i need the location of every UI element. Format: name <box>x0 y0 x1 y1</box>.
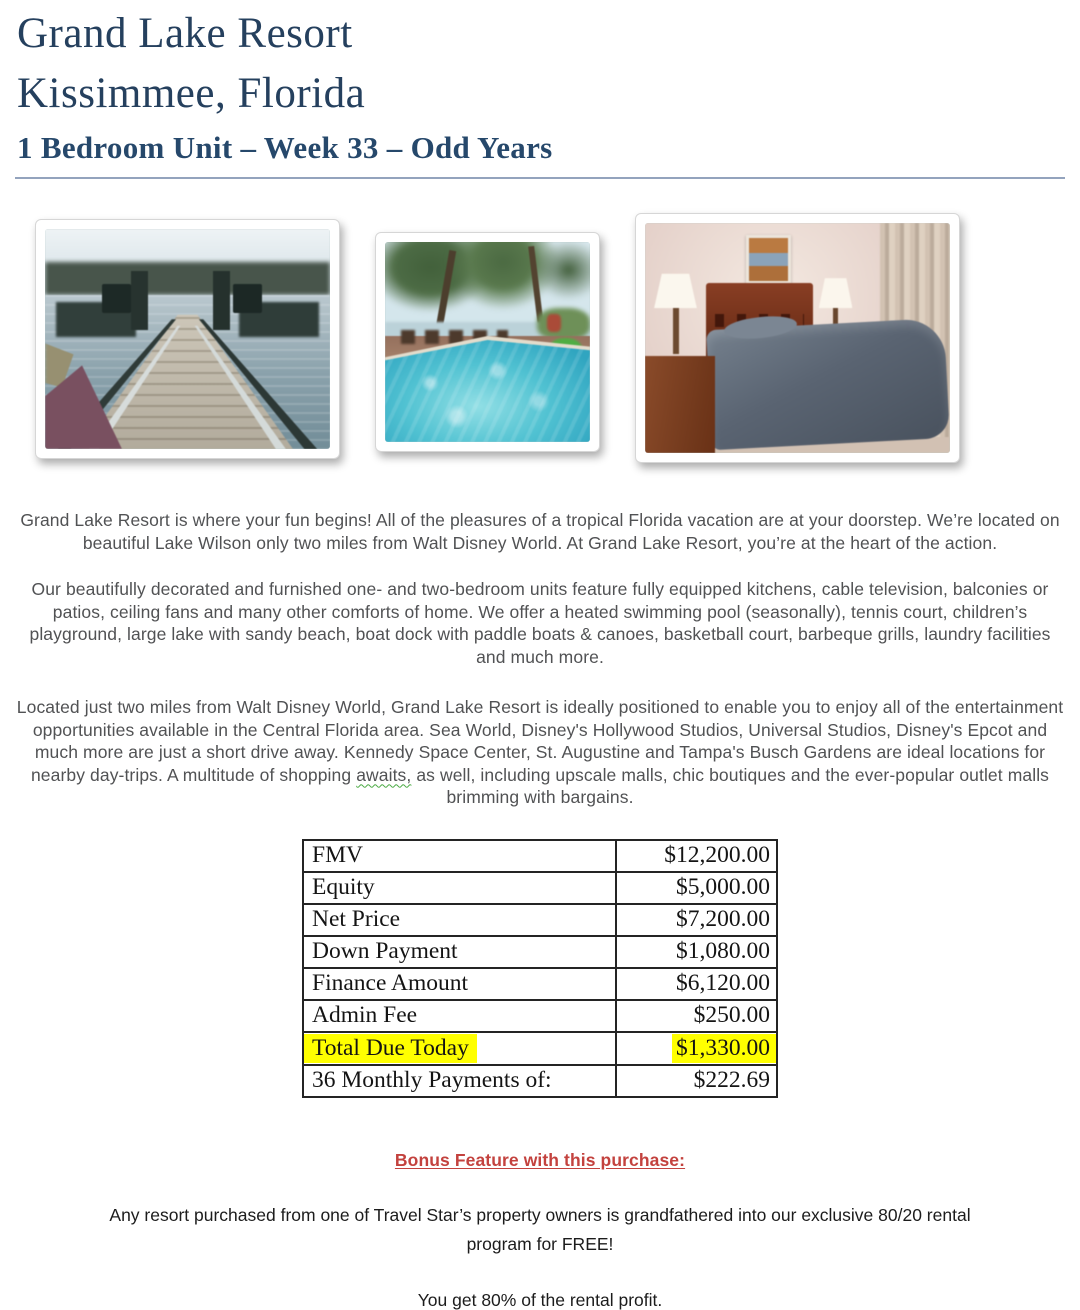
bonus-heading-text: Bonus Feature with this purchase: <box>394 1149 686 1170</box>
row-value: $222.69 <box>693 1067 770 1093</box>
spellcheck-squiggle-word: awaits, <box>356 764 412 785</box>
row-value: $6,120.00 <box>676 970 770 996</box>
row-value: $7,200.00 <box>676 906 770 932</box>
row-label: FMV <box>312 842 363 868</box>
bonus-body-line1: Any resort purchased from one of Travel Star’s property owners is grandfathered into our exclusive 80/20 rental <box>109 1204 971 1225</box>
pool-photo-image <box>385 242 590 442</box>
header <box>0 0 1080 171</box>
bonus-body-line2: program for FREE! <box>466 1233 614 1254</box>
row-value-highlighted: $1,330.00 <box>672 1034 776 1063</box>
bedroom-photo <box>635 213 960 463</box>
resort-name: Grand Lake Resort <box>17 10 353 57</box>
table-row-fmv <box>303 840 777 872</box>
unit-details: 1 Bedroom Unit – Week 33 – Odd Years <box>17 130 553 165</box>
intro-paragraph: Grand Lake Resort is where your fun begins! All of the pleasures of a tropical Florida vacation are at your doorstep. We’re located on beautiful Lake Wilson only two miles from Walt Disney World. At Grand Lake Resort, you’re at the heart of the action. <box>20 510 1060 553</box>
table-row-net-price <box>303 904 777 936</box>
bonus-heading <box>0 1150 1080 1171</box>
row-value: $5,000.00 <box>676 874 770 900</box>
bedroom-photo-image <box>645 223 950 453</box>
amenities-paragraph: Our beautifully decorated and furnished one- and two-bedroom units feature fully equipped kitchens, cable television, balconies or patios, ceiling fans and many other comforts of home. We offer a heated swimming pool (seasonally), tennis court, children’s playground, large lake with sandy beach, boat dock with paddle boats & canoes, basketball court, barbeque grills, laundry facilities and much more. <box>29 579 1051 667</box>
location-paragraph <box>14 696 1066 809</box>
row-label: Admin Fee <box>312 1002 418 1028</box>
photo-row <box>35 213 1080 463</box>
lake-dock-photo-image <box>45 229 330 449</box>
pool-photo <box>375 232 600 452</box>
title-divider <box>15 177 1065 179</box>
row-value: $250.00 <box>693 1002 770 1028</box>
row-label: Down Payment <box>312 938 458 964</box>
row-value: $1,080.00 <box>676 938 770 964</box>
location-paragraph-text-end: as well, including upscale malls, chic boutiques and the ever-popular outlet malls brimming with bargains. <box>411 764 1050 807</box>
rental-profit-note: You get 80% of the rental profit. <box>417 1289 663 1310</box>
table-row-admin-fee <box>303 1000 777 1032</box>
table-row-total-due-today <box>303 1032 777 1065</box>
row-value: $12,200.00 <box>664 842 770 868</box>
location-paragraph-text: Located just two miles from Walt Disney World, Grand Lake Resort is ideally positioned to enable you to enjoy all of the entertainment opportunities available in the Central Florida area. Sea World, Disney's Hollywood Studios, Universal Studios, Disney's Epcot and much more are just a short drive away. Kennedy Space Center, St. Augustine and Tampa's Busch Gardens are ideal locations for nearby day-trips. A multitude of shopping <box>16 697 1064 785</box>
row-label: 36 Monthly Payments of: <box>312 1067 552 1093</box>
row-label: Net Price <box>312 906 401 932</box>
pricing-table <box>302 839 778 1098</box>
table-row-down-payment <box>303 936 777 968</box>
row-label: Finance Amount <box>312 970 468 996</box>
row-label: Equity <box>312 874 375 900</box>
lake-dock-photo <box>35 219 340 459</box>
table-row-finance-amount <box>303 968 777 1000</box>
row-label-highlighted: Total Due Today <box>304 1034 477 1063</box>
table-row-monthly-payments <box>303 1065 777 1097</box>
resort-location: Kissimmee, Florida <box>17 70 366 117</box>
table-row-equity <box>303 872 777 904</box>
bonus-body <box>40 1201 1040 1259</box>
